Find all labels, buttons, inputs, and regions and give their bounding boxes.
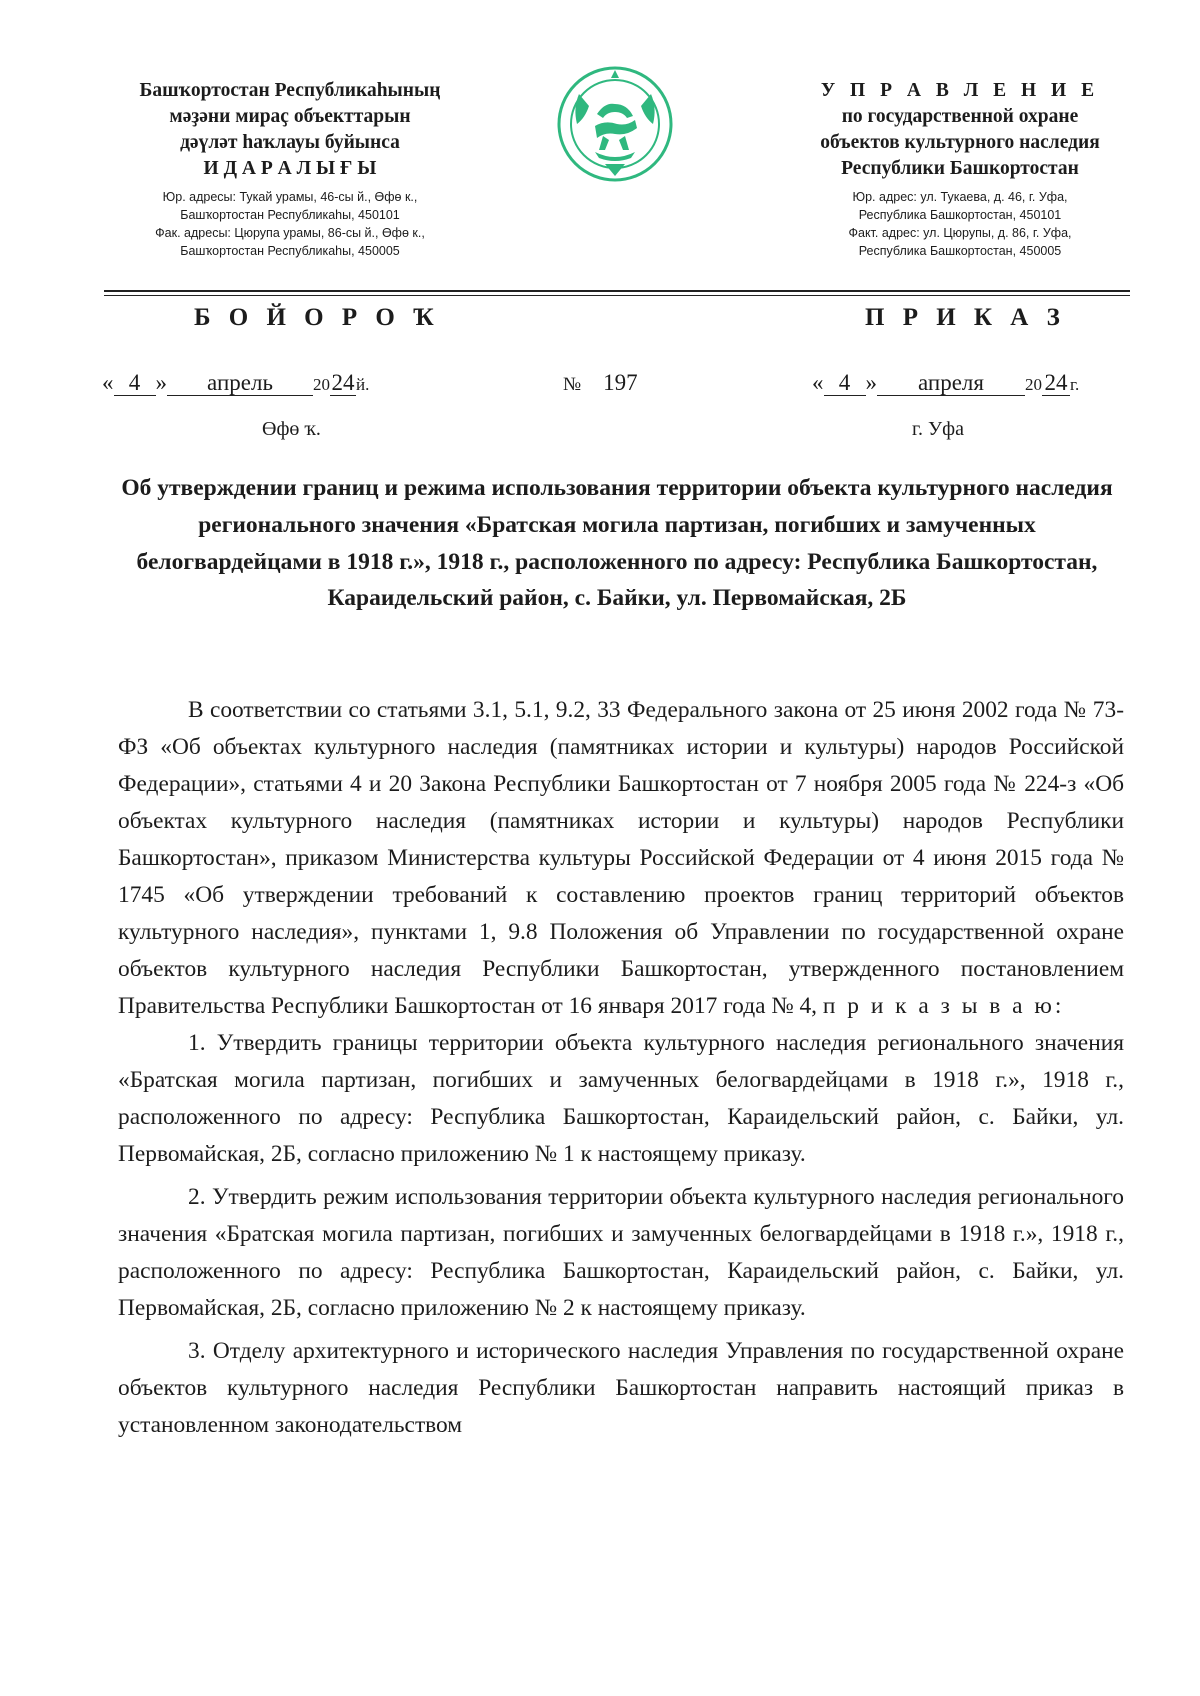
doc-type-russian: П Р И К А З [865, 304, 1066, 331]
date-quote: » [155, 370, 167, 395]
org-name-line: Башҡортостан Республикаһының [139, 80, 441, 101]
date-year-prefix: 20 [1025, 375, 1042, 394]
address-line: Фак. адресы: Цюрупа урамы, 86-сы й., Өфө к., [155, 226, 425, 240]
number-value: 197 [603, 370, 638, 395]
document-body [118, 692, 1124, 1444]
address-line: Башҡортостан Республикаһы, 450005 [180, 244, 400, 258]
order-number [563, 370, 638, 396]
date-suffix: й. [356, 375, 370, 394]
org-name-line: по государственной охране [841, 106, 1079, 127]
date-left [102, 370, 369, 396]
order-item: 3. Отделу архитектурного и исторического наследия Управления по государственной охране объектов культурного наследия Республики Башкортостан направить настоящий приказ в установленном законодательством [118, 1338, 1124, 1438]
date-month: апреля [877, 371, 1025, 396]
address-line: Республика Башкортостан, 450101 [858, 208, 1062, 222]
date-month: апрель [167, 371, 313, 396]
doc-type-bashkir: Б О Й О Р О Ҡ [194, 304, 440, 331]
org-name-line: Республики Башкортостан [841, 158, 1079, 179]
org-name-line: И Д А Р А Л Ы Ғ Ы [203, 158, 377, 179]
org-name-line: У П Р А В Л Е Н И Е [820, 80, 1100, 101]
date-year-prefix: 20 [313, 375, 330, 394]
org-address [772, 188, 1148, 260]
date-quote: « [812, 370, 824, 395]
address-line: Республика Башкортостан, 450005 [858, 244, 1062, 258]
date-quote: « [102, 370, 114, 395]
address-line: Башҡортостан Республикаһы, 450101 [180, 208, 400, 222]
address-line: Юр. адресы: Тукай урамы, 46-сы й., Өфө к., [162, 190, 418, 204]
order-word: п р и к а з ы в а ю: [822, 993, 1065, 1019]
document-title: Об утверждении границ и режима использования территории объекта культурного наследия регионального значения «Братская могила партизан, погибших и замученных белогвардейцами в 1918 г.», 1918 г., расположенного по адресу: Республика Башкортостан, Караидельский район, с. Байки, ул. Первомайская, 2Б [121, 475, 1113, 612]
date-suffix: г. [1070, 375, 1080, 394]
preamble-text: В соответствии со статьями 3.1, 5.1, 9.2, 33 Федерального закона от 25 июня 2002 года № 73-ФЗ «Об объектах культурного наследия (памятниках истории и культуры) народов Российской Федерации», статьями 4 и 20 Закона Республики Башкортостан от 7 ноября 2005 года № 224-з «Об объектах культурного наследия (памятниках истории и культуры) народов Республики Башкортостан», приказом Министерства культуры Российской Федерации от 4 июня 2015 года № 1745 «Об утверждении требований к составлению проектов границ территорий объектов культурного наследия», пунктами 1, 9.8 Положения об Управлении по государственной охране объектов культурного наследия Республики Башкортостан, утвержденного постановлением Правительства Республики Башкортостан от 16 января 2017 года № 4, [118, 697, 1124, 1019]
date-year: 24 [331, 370, 355, 395]
city-right: г. Уфа [912, 418, 964, 440]
preamble-paragraph [118, 692, 1124, 1025]
date-year: 24 [1042, 371, 1070, 396]
date-right [812, 370, 1079, 396]
date-day: 4 [114, 371, 156, 396]
header-divider [104, 290, 1130, 292]
order-item: 1. Утвердить границы территории объекта культурного наследия регионального значения «Братская могила партизан, погибших и замученных белогвардейцами в 1918 г.», 1918 г., расположенного по адресу: Республика Башкортостан, Караидельский район, с. Байки, ул. Первомайская, 2Б, согласно приложению № 1 к настоящему приказу. [118, 1030, 1124, 1167]
order-item: 2. Утвердить режим использования территории объекта культурного наследия регионального значения «Братская могила партизан, погибших и замученных белогвардейцами в 1918 г.», 1918 г., расположенного по адресу: Республика Башкортостан, Караидельский район, с. Байки, ул. Первомайская, 2Б, согласно приложению № 2 к настоящему приказу. [118, 1184, 1124, 1321]
bashkortostan-coat-of-arms-icon [555, 64, 675, 184]
org-name-line: мәҙәни мираҫ объекттарын [169, 106, 411, 127]
org-name-line: объектов культурного наследия [820, 132, 1100, 153]
date-day: 4 [824, 371, 866, 396]
address-line: Факт. адрес: ул. Цюрупы, д. 86, г. Уфа, [848, 226, 1072, 240]
number-sign: № [563, 374, 582, 395]
city-left: Өфө ҡ. [262, 418, 321, 440]
org-address [108, 188, 472, 260]
org-name-line: дәүләт һаҡлауы буйынса [180, 132, 400, 153]
date-quote: » [865, 370, 877, 395]
header-left [108, 78, 472, 260]
header-right [772, 78, 1148, 260]
header-divider [104, 295, 1130, 296]
address-line: Юр. адрес: ул. Тукаева, д. 46, г. Уфа, [852, 190, 1068, 204]
